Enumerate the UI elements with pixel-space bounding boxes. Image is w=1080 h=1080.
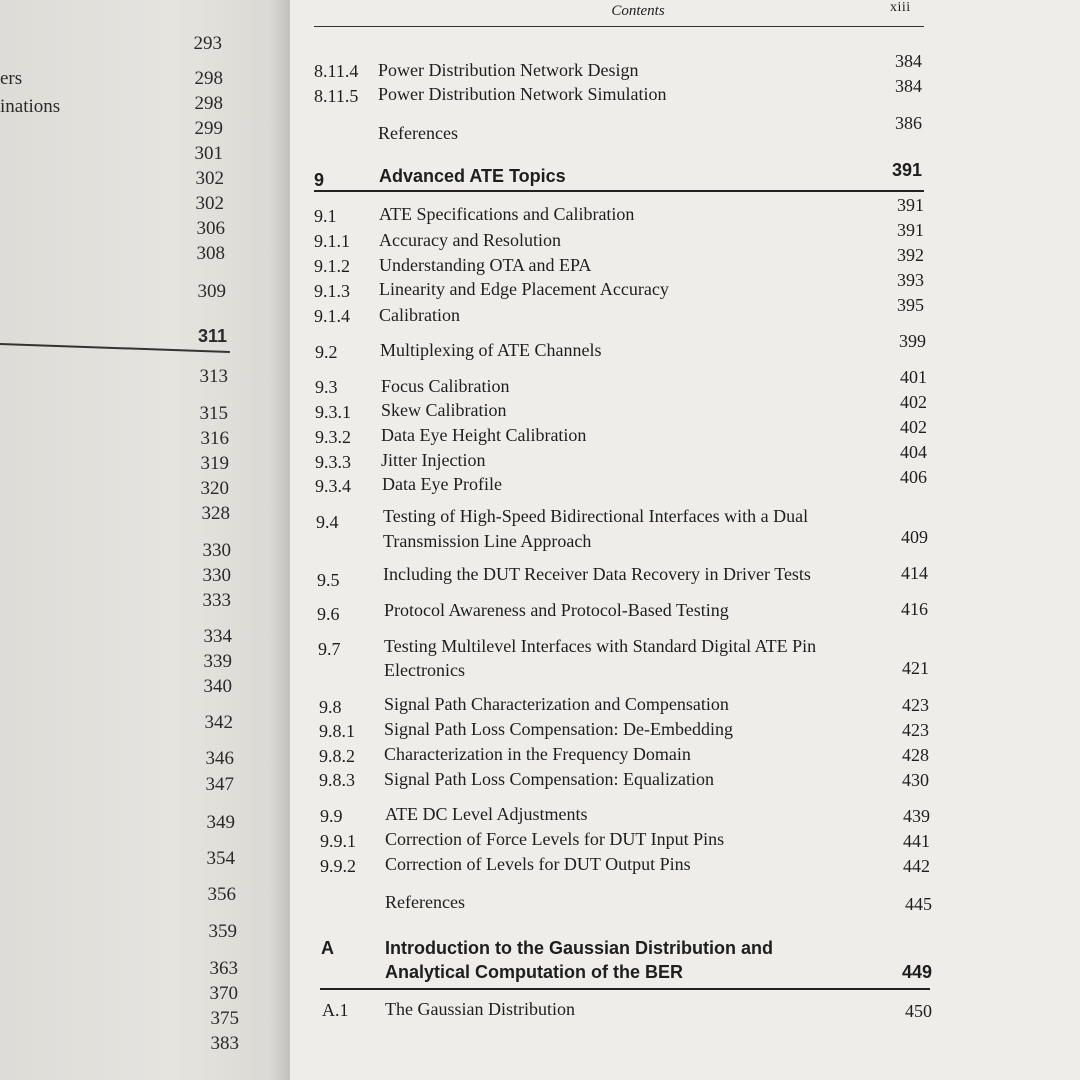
entry-page: 441 xyxy=(903,831,930,851)
chapter-page: 391 xyxy=(891,160,922,180)
entry-page: 386 xyxy=(895,113,922,133)
entry-number: 9.1.1 xyxy=(314,231,350,251)
entry-page: 445 xyxy=(905,894,932,914)
chapter-number: 9 xyxy=(314,170,325,190)
left-page-number: 339 xyxy=(203,651,232,672)
entry-number: 9.7 xyxy=(318,639,341,659)
entry-page: 430 xyxy=(902,770,929,790)
entry-page: 428 xyxy=(902,745,929,765)
entry-title: Correction of Force Levels for DUT Input Pins xyxy=(385,829,725,849)
entry-title: Data Eye Profile xyxy=(382,474,502,494)
entry-title: Signal Path Loss Compensation: De-Embedding xyxy=(384,719,733,739)
left-page-number: 311 xyxy=(197,326,227,346)
left-page-number: 349 xyxy=(206,812,235,833)
running-head: Contents xyxy=(611,3,665,19)
entry-title: Jitter Injection xyxy=(381,450,486,470)
contents-page xyxy=(290,0,1080,1080)
left-page-number: 306 xyxy=(196,218,225,239)
entry-title: Calibration xyxy=(379,305,460,325)
entry-number: 9.1.3 xyxy=(314,281,350,301)
page-number: xiii xyxy=(890,0,911,15)
entry-page: 392 xyxy=(897,245,924,265)
previous-page xyxy=(0,0,290,1080)
left-page-number: 293 xyxy=(193,33,222,54)
chapter-rule xyxy=(320,988,930,990)
entry-title-continued: Transmission Line Approach xyxy=(383,531,592,551)
entry-number: 9.3 xyxy=(315,377,338,397)
entry-page: 409 xyxy=(901,527,928,547)
entry-title: Data Eye Height Calibration xyxy=(381,425,587,445)
entry-title: Protocol Awareness and Protocol-Based Testing xyxy=(384,600,729,620)
left-page-number: 334 xyxy=(203,626,232,647)
left-page-number: 354 xyxy=(206,848,235,869)
header-rule xyxy=(314,26,924,27)
entry-title: Accuracy and Resolution xyxy=(379,230,561,250)
left-page-number: 330 xyxy=(202,565,231,586)
appendix-title-continued: Analytical Computation of the BER xyxy=(385,962,684,982)
left-page-number: 316 xyxy=(200,428,229,449)
entry-number: 8.11.5 xyxy=(314,86,359,106)
left-page-number: 302 xyxy=(195,193,224,214)
entry-page: 402 xyxy=(900,417,927,437)
entry-title: Multiplexing of ATE Channels xyxy=(380,340,602,360)
left-page-number: 298 xyxy=(194,93,223,114)
left-page-number: 340 xyxy=(203,676,232,697)
left-page-number: 299 xyxy=(194,118,223,139)
left-page-number: 342 xyxy=(204,712,233,733)
left-page-number: 347 xyxy=(205,774,234,795)
left-page-number: 320 xyxy=(200,478,229,499)
appendix-title: Introduction to the Gaussian Distribution and xyxy=(385,938,773,958)
entry-page: 391 xyxy=(897,195,924,215)
left-page-number: 356 xyxy=(207,884,236,905)
entry-number: 9.3.3 xyxy=(315,452,351,472)
left-page-number: 319 xyxy=(200,453,229,474)
entry-page: 393 xyxy=(897,270,924,290)
entry-number: 9.3.1 xyxy=(315,402,351,422)
entry-title: Correction of Levels for DUT Output Pins xyxy=(385,854,691,874)
entry-number: 9.2 xyxy=(315,342,338,362)
entry-title: Linearity and Edge Placement Accuracy xyxy=(379,279,669,299)
entry-page: 395 xyxy=(897,295,924,315)
left-page-number: 375 xyxy=(210,1008,239,1029)
left-page-number: 346 xyxy=(205,748,234,769)
entry-title: ATE Specifications and Calibration xyxy=(379,204,635,224)
left-page-number: 383 xyxy=(210,1033,239,1054)
left-page-number: 302 xyxy=(195,168,224,189)
entry-number: 9.8 xyxy=(319,697,342,717)
entry-number: 9.1 xyxy=(314,206,337,226)
left-page-number: 298 xyxy=(194,68,223,89)
entry-number: 9.4 xyxy=(316,512,339,532)
chapter-rule xyxy=(314,190,924,192)
entry-title: Focus Calibration xyxy=(381,376,510,396)
entry-page: 421 xyxy=(902,658,929,678)
entry-title: References xyxy=(385,892,465,912)
left-page-number: 308 xyxy=(196,243,225,264)
entry-number: 9.1.2 xyxy=(314,256,350,276)
entry-title: Testing Multilevel Interfaces with Standard Digital ATE Pin xyxy=(384,636,817,656)
entry-page: 404 xyxy=(900,442,927,462)
entry-number: 9.3.4 xyxy=(315,476,351,496)
entry-number: 9.8.2 xyxy=(319,746,355,766)
entry-page: 416 xyxy=(901,599,928,619)
left-page-number: 315 xyxy=(199,403,228,424)
entry-title: Power Distribution Network Design xyxy=(378,60,639,80)
entry-page: 401 xyxy=(900,367,927,387)
left-page-number: 333 xyxy=(202,590,231,611)
left-page-number: 301 xyxy=(194,143,223,164)
entry-title: The Gaussian Distribution xyxy=(385,999,575,1019)
left-page-number: 313 xyxy=(199,366,228,387)
entry-page: 384 xyxy=(895,76,922,96)
entry-title: Testing of High-Speed Bidirectional Interfaces with a Dual xyxy=(383,506,809,526)
entry-page: 442 xyxy=(903,856,930,876)
entry-title: Characterization in the Frequency Domain xyxy=(384,744,691,764)
entry-number: 9.9 xyxy=(320,806,343,826)
left-page-number: 363 xyxy=(209,958,238,979)
left-page-number: 330 xyxy=(202,540,231,561)
entry-title: Signal Path Loss Compensation: Equalization xyxy=(384,769,714,789)
entry-page: 384 xyxy=(895,51,922,71)
entry-page: 450 xyxy=(905,1001,932,1021)
entry-number: 9.5 xyxy=(317,570,340,590)
left-page-fragment-1: ers xyxy=(0,68,23,89)
entry-number: 9.8.1 xyxy=(319,721,355,741)
entry-page: 402 xyxy=(900,392,927,412)
entry-title-continued: Electronics xyxy=(384,660,465,680)
entry-title: Skew Calibration xyxy=(381,400,507,420)
entry-number: 9.6 xyxy=(317,604,340,624)
entry-title: Signal Path Characterization and Compensation xyxy=(384,694,729,714)
chapter-title: Advanced ATE Topics xyxy=(379,166,566,186)
entry-number: 9.8.3 xyxy=(319,770,355,790)
entry-page: 399 xyxy=(899,331,926,351)
left-page-number: 309 xyxy=(197,281,226,302)
entry-page: 406 xyxy=(900,467,927,487)
appendix-page: 449 xyxy=(901,962,932,982)
entry-title: References xyxy=(378,123,458,143)
entry-title: Including the DUT Receiver Data Recovery in Driver Tests xyxy=(383,564,811,584)
entry-title: Power Distribution Network Simulation xyxy=(378,84,667,104)
entry-title: Understanding OTA and EPA xyxy=(379,255,592,275)
entry-page: 439 xyxy=(903,806,930,826)
entry-page: 414 xyxy=(901,563,928,583)
left-page-number: 359 xyxy=(208,921,237,942)
entry-number: 8.11.4 xyxy=(314,61,359,81)
entry-page: 423 xyxy=(902,695,929,715)
entry-page: 391 xyxy=(897,220,924,240)
left-page-fragment-2: inations xyxy=(0,96,61,117)
entry-number: 9.9.2 xyxy=(320,856,356,876)
entry-number: 9.3.2 xyxy=(315,427,351,447)
left-page-number: 370 xyxy=(209,983,238,1004)
left-page-number: 328 xyxy=(201,503,230,524)
entry-page: 423 xyxy=(902,720,929,740)
entry-number: 9.9.1 xyxy=(320,831,356,851)
entry-number: 9.1.4 xyxy=(314,306,350,326)
appendix-letter: A xyxy=(321,938,334,958)
entry-title: ATE DC Level Adjustments xyxy=(385,804,588,824)
entry-number: A.1 xyxy=(322,1000,349,1020)
